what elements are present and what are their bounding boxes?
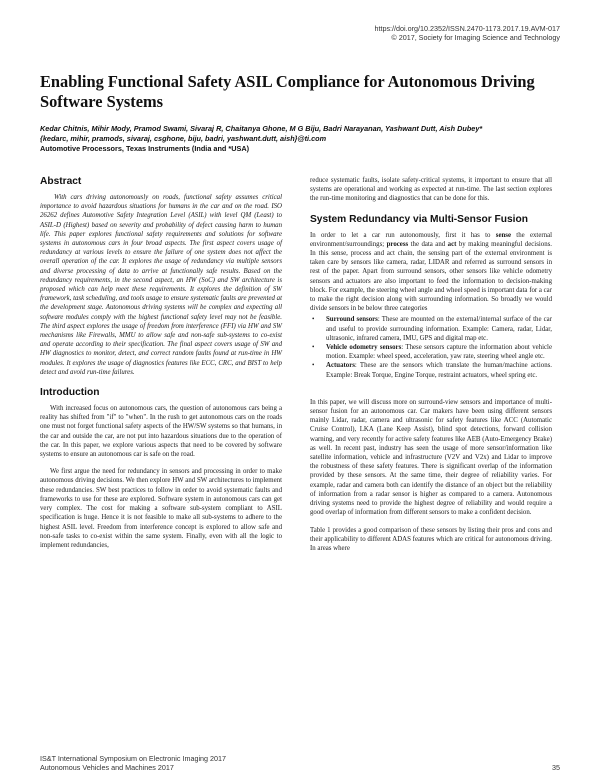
redundancy-paragraph-2: In this paper, we will discuss more on surround-view sensors and importance of multi-sensor fusion for an autonomous car. Car makers have been using different sensors mainly Lidar, radar, camera and ultrasonic for safety features like ACC (Automatic Cruise Control), LKA (Lane Keep Assist), blind spot detections, forward collision warning, and very recently for active safety features like AEB (Auto-Emergency Brake) as well. In recent past, industry has seen the usage of more sensor/information like satellite information, vehicle and infrastructure (V2V and V2x) and Lidar to improve the robustness of these safety features. There is significant overlap of the information provided by these sensors. At the same time, their degree of reliability varies. For example, radar and camera both can identify the distance of an object but the reliability of information from a radar sensor is higher as compared to a camera. Autonomous driving systems need to provide the highest degree of reliability and would require a good overlap of information from different sensors to make a confident decision. [310,398,552,517]
bullet-icon: • [312,316,315,324]
page-number: 35 [552,763,560,772]
doi-link[interactable]: https://doi.org/10.2352/ISSN.2470-1173.2017.19.AVM-017 [374,24,560,33]
right-column [310,176,552,553]
intro-paragraph-1: With increased focus on autonomous cars, the question of autonomous cars being a reality has shifted from "if" to "when". In the rush to get autonomous cars on the roads one must not forget functional safety aspects of the HW/SW systems so that humans, in the car and outside the car, are not put into hazardous situations due to the operation of the car. In this paper, we explore various aspects that need to be covered by software systems to ensure an autonomous car is safe on the road. [40,405,282,459]
introduction-heading: Introduction [40,387,100,399]
author-emails: {kedarc, mihir, pramods, sivaraj, csghone, biju, badri, yashwant.dutt, aish}@ti.com [40,133,327,143]
section-heading-redundancy: System Redundancy via Multi-Sensor Fusion [310,213,528,225]
intro-paragraph-2: We first argue the need for redundancy in sensors and processing in order to make autonomous driving decisions. We then explore HW and SW architectures to implement these redundancies. SW best practices to follow in order to avoid systematic faults and frameworks to use for these are explored. Software system in autonomous cars can get very complex. The cost for making a software sub-system compliant to ASIL specification is huge. Hence it is not feasible to make all sub-systems to adhere to the highest ASIL level. Freedom from interference concept is explored to allow safe and non-safe tasks to co-exist within the same system. Finally, even with all the logic to implement redundancies, [40,468,282,549]
abstract-heading: Abstract [40,176,82,187]
left-column [40,176,282,550]
author-names: Kedar Chitnis, Mihir Mody, Pramod Swami, Sivaraj R, Chaitanya Ghone, M G Biju, Badri Narayanan, Yashwant Dutt, Aish Dubey* [40,124,483,133]
redundancy-paragraph-1: In order to let a car run autonomously, first it has to sense the external environment/surroundings; process the data and act by making meaningful decisions. In this sense, process and act chain, the sensing part of the external environment is taken care by sensors like camera, radar, LIDAR and referred as surround sensors in rest of the paper. Apart from surround sensors, other sensors like vehicle odometry sensors and actuators are also important to feed the information to decision-making block. For example, the steering wheel angle and wheel speed is important data for a car to make the right decision along with surrounding information. So broadly we would divide sensors in be below three categories [310,231,553,313]
footer-venue [40,754,226,772]
paper-title: Enabling Functional Safety ASIL Compliance for Autonomous Driving Software Systems [40,72,535,111]
copyright-notice: © 2017, Society for Imaging Science and Technology [391,33,560,42]
list-item: • Surround sensors: These are mounted on the external/internal surface of the car and useful to provide surrounding information. Example: Camera, radar, Lidar, ultrasonic, infrared camera, IMU, GPS and digital map etc. [312,316,552,342]
running-header [374,24,560,42]
list-item: • Vehicle odometry sensors: These sensors capture the information about vehicle motion. Example: wheel speed, acceleration, yaw rate, steering wheel angle etc. [312,344,552,361]
author-block [40,124,560,153]
abstract-text: With cars driving autonomously on roads, functional safety assumes critical importance to avoid hazardous situations for humans in the car and on the road. ISO 26262 defines Automotive Safety Integration Level (ASIL) with level QM (Least) to ASIL-D (Highest) based on severity and probability of defect causing harm to human life. This paper explores functional safety requirements and solutions for software systems in autonomous cars in four broad aspects. The first aspect covers usage of redundancy at various levels to ensure the failure of one system does not affect the overall operation of the car. It explores the usage of redundancy via multiple sensors and diverse processing of data to arrive at functionally safe results. Based on the redundancy requirements, in the second aspect, an HW (SoC) and SW architecture is proposed which can help meet these requirements. It explores the definition of SW framework, task scheduling, and tools usage to ensure systematic faults are prevented at the development stage. Autonomous driving systems will be complex and expecting all software modules comply with the highest functional safety level may not be feasible. The third aspect explores the usage of freedom from interference (FFI) via HW and SW mechanisms like Firewalls, MMU to allow safe and non-safe sub-systems to co-exist and operate according to their specification. The final aspect covers usage of SW and HW diagnostics to monitor, detect, and correct random faults found at run-time in HW modules. It explores the usage of diagnostics features like ECC, CRC, and BIST to help detect and avoid run-time failures. [40,194,282,376]
bullet-icon: • [312,362,315,370]
redundancy-paragraph-3: Table 1 provides a good comparison of these sensors by listing their pros and cons and their applicability to different ADAS features which are critical for autonomous driving. In areas where [310,526,552,552]
footer-symposium: IS&T International Symposium on Electronic Imaging 2017 [40,754,227,763]
bullet-icon: • [312,344,315,352]
author-affiliation: Automotive Processors, Texas Instruments (India and *USA) [40,143,250,153]
sensor-category-list [310,315,552,379]
list-item: • Actuators: These are the sensors which translate the human/machine actions. Example: Break Torque, Engine Torque, restraint actuators, wheel spring etc. [312,362,552,379]
intro-continuation: reduce systematic faults, isolate safety-critical systems, it important to ensure that all systems are operational and working as expected at run-time. The last section explores the run-time monitoring and diagnostics that can be done for this. [310,177,552,203]
footer-conference: Autonomous Vehicles and Machines 2017 [40,763,174,772]
